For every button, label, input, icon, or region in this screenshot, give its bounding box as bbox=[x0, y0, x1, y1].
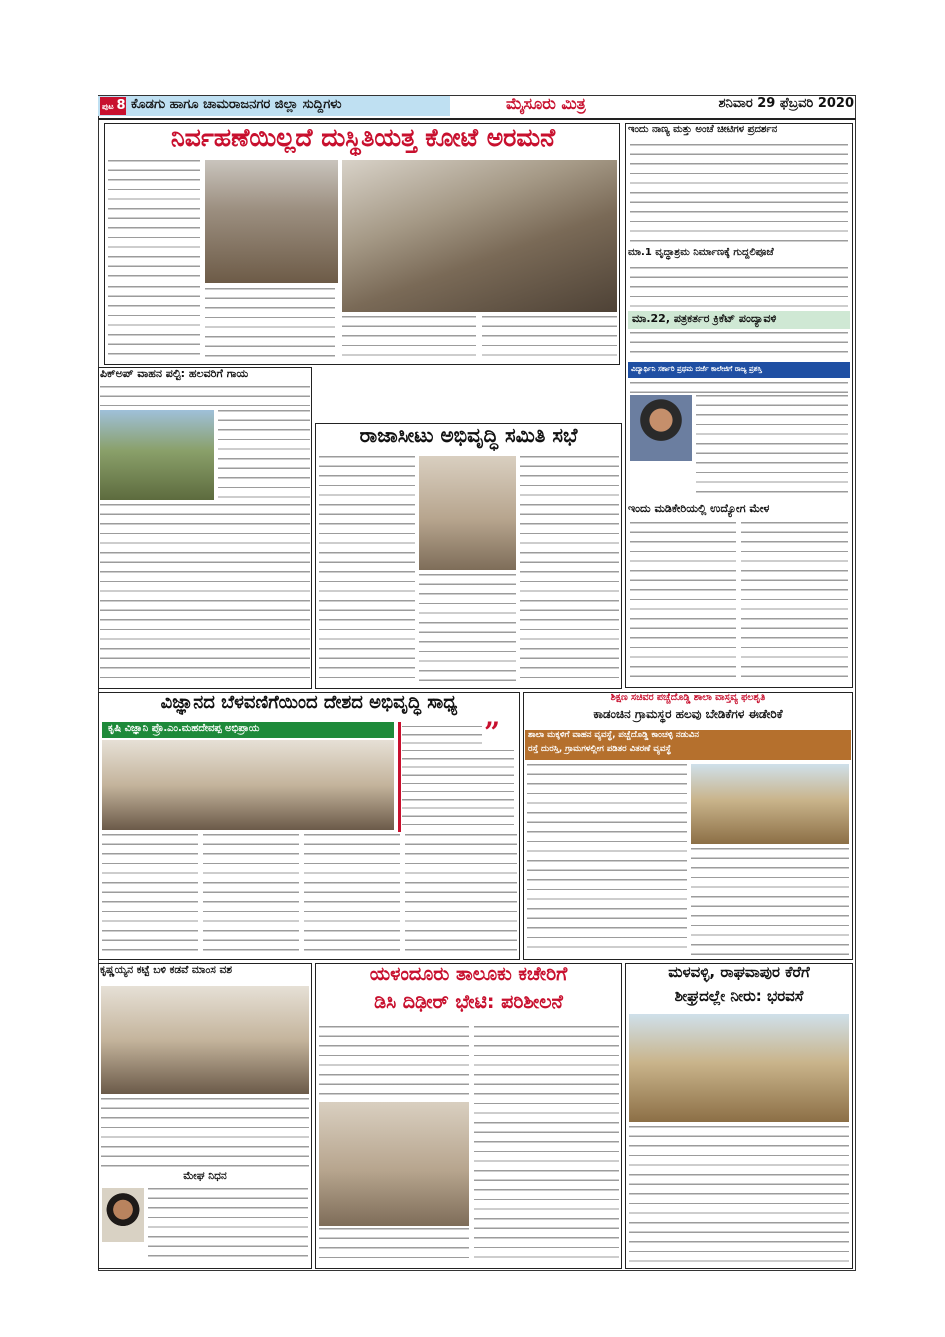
science-headline: ವಿಜ್ಞಾನದ ಬೆಳವಣಿಗೆಯಿಂದ ದೇಶದ ಅಭಿವೃದ್ಧಿ ಸಾಧ್ಯ bbox=[160, 693, 458, 713]
vehicle-text-bottom bbox=[100, 504, 310, 684]
school-photo bbox=[691, 764, 849, 844]
section-title: ಕೊಡಗು ಹಾಗೂ ಚಾಮರಾಜನಗರ ಜಿಲ್ಲಾ ಸುದ್ದಿಗಳು bbox=[131, 98, 342, 112]
school-subhead: ಶಾಲಾ ಮಕ್ಕಳಿಗೆ ವಾಹನ ವ್ಯವಸ್ಥೆ, ಪಚ್ಚೆದೊಡ್ಡಿ ಕಾಂಚಳ್ಳಿ ನಡುವಿನ bbox=[528, 731, 699, 740]
obituary-text bbox=[148, 1188, 308, 1264]
exhibition-headline: ಇಂದು ನಾಣ್ಯ ಮತ್ತು ಅಂಚೆ ಚೀಟಿಗಳ ಪ್ರದರ್ಶನ bbox=[628, 124, 778, 135]
school-text-col-2 bbox=[691, 848, 849, 956]
yelandur-photo bbox=[319, 1102, 469, 1226]
cricket-text bbox=[630, 332, 848, 360]
jobfair-headline: ಇಂದು ಮಡಿಕೇರಿಯಲ್ಲಿ ಉದ್ಯೋಗ ಮೇಳ bbox=[628, 503, 770, 515]
rajaseetu-text-col-1 bbox=[319, 456, 415, 686]
dateline: ಶನಿವಾರ 29 ಫೆಬ್ರವರಿ 2020 bbox=[718, 97, 854, 111]
palace-photo-1 bbox=[205, 160, 338, 283]
student-photo bbox=[630, 395, 692, 461]
meat-photo bbox=[101, 986, 309, 1094]
masthead-rule bbox=[98, 118, 856, 120]
science-photo bbox=[102, 740, 394, 830]
vehicle-text-top bbox=[100, 386, 310, 406]
rajaseetu-photo bbox=[419, 456, 516, 570]
science-text-col-4 bbox=[405, 834, 517, 956]
meat-text bbox=[101, 1098, 309, 1168]
yelandur-text-col-2 bbox=[319, 1228, 469, 1266]
page-number-badge bbox=[100, 97, 126, 115]
obituary-headline: ಮೇಘ ನಿಧನ bbox=[183, 1170, 227, 1182]
paper-name: ಮೈಸೂರು ಮಿತ್ರ bbox=[506, 95, 586, 113]
malavalli-headline: ಮಳವಳ್ಳಿ, ರಾಘವಾಪುರ ಕೆರೆಗೆ bbox=[668, 964, 810, 981]
oldage-text bbox=[630, 267, 848, 309]
vehicle-text-side bbox=[218, 410, 310, 498]
palace-text-col-1 bbox=[108, 160, 200, 280]
malavalli-headline-2: ಶೀಘ್ರದಲ್ಲೇ ನೀರು: ಭರವಸೆ bbox=[674, 988, 804, 1005]
exhibition-text bbox=[630, 144, 848, 244]
school-kicker: ಶಿಕ್ಷಣ ಸಚಿವರ ಪಚ್ಚೆದೊಡ್ಡಿ ಶಾಲಾ ವಾಸ್ತವ್ಯ ಫಲಶೃತಿ bbox=[610, 693, 766, 703]
malavalli-photo bbox=[629, 1014, 849, 1122]
palace-text-col-2 bbox=[108, 286, 200, 362]
science-quote-text-2 bbox=[402, 750, 514, 828]
vehicle-photo bbox=[100, 410, 214, 500]
jobfair-text-col-1 bbox=[630, 522, 736, 684]
science-text-col-2 bbox=[203, 834, 299, 956]
palace-photo-2 bbox=[342, 160, 617, 312]
school-text-col-1 bbox=[527, 764, 687, 956]
oldage-headline: ಮಾ.1 ವೃದ್ಧಾಶ್ರಮ ನಿರ್ಮಾಣಕ್ಕೆ ಗುದ್ದಲಿಪೂಜೆ bbox=[628, 247, 774, 258]
yelandur-text-col-1 bbox=[319, 1026, 469, 1100]
yelandur-text-col-3 bbox=[474, 1026, 619, 1266]
page-number: 8 bbox=[116, 98, 126, 113]
student-text-2 bbox=[696, 395, 848, 499]
quote-mark-icon: ” bbox=[484, 716, 501, 749]
malavalli-text bbox=[629, 1126, 849, 1266]
yelandur-headline: ಯಳಂದೂರು ತಾಲೂಕು ಕಚೇರಿಗೆ bbox=[369, 964, 568, 985]
yelandur-headline-2: ಡಿಸಿ ದಿಢೀರ್ ಭೇಟಿ: ಪರಿಶೀಲನೆ bbox=[374, 992, 563, 1013]
school-subhead-2: ರಸ್ತೆ ದುರಸ್ತಿ, ಗ್ರಾಮಗಳಲ್ಲೀಗ ಪಡಿತರ ವಿತರಣೆ ವ್ಯವಸ್ಥೆ bbox=[528, 745, 672, 754]
rajaseetu-headline: ರಾಜಾಸೀಟು ಅಭಿವೃದ್ಧಿ ಸಮಿತಿ ಸಭೆ bbox=[359, 424, 578, 447]
science-quote-text-1 bbox=[402, 726, 482, 748]
palace-text-col-3 bbox=[205, 288, 335, 362]
school-headline: ಕಾಡಂಚಿನ ಗ್ರಾಮಸ್ಥರ ಹಲವು ಬೇಡಿಕೆಗಳ ಈಡೇರಿಕೆ bbox=[593, 708, 783, 721]
jobfair-text-col-2 bbox=[741, 522, 848, 684]
meat-headline: ಕೃಷ್ಣಯ್ಯನ ಕಟ್ಟೆ ಬಳಿ ಕಡವೆ ಮಾಂಸ ವಶ bbox=[100, 964, 232, 976]
palace-text-col-4 bbox=[342, 316, 476, 362]
palace-text-col-5 bbox=[482, 316, 617, 362]
science-text-col-1 bbox=[102, 834, 198, 956]
science-text-col-3 bbox=[304, 834, 400, 956]
student-headline: ವಿದ್ಯಾರ್ಥಿನಿ ಸರ್ಕಾರಿ ಪ್ರಥಮ ದರ್ಜೆ ಕಾಲೇಜಿಗೆ ರಾಜ್ಯ ಪ್ರಶಸ್ತಿ bbox=[628, 362, 850, 378]
rajaseetu-text-col-3 bbox=[520, 456, 619, 686]
page-label: ಪುಟ bbox=[102, 102, 114, 111]
vehicle-headline: ಪಿಕ್ಅಪ್ ವಾಹನ ಪಲ್ಟಿ: ಹಲವರಿಗೆ ಗಾಯ bbox=[100, 368, 249, 380]
student-text-1 bbox=[630, 382, 848, 394]
cricket-headline: ಮಾ.22, ಪತ್ರಕರ್ತರ ಕ್ರಿಕೆಟ್ ಪಂದ್ಯಾವಳಿ bbox=[628, 311, 850, 329]
palace-headline: ನಿರ್ವಹಣೆಯಿಲ್ಲದೆ ದುಸ್ಥಿತಿಯತ್ತ ಕೋಟೆ ಅರಮನೆ bbox=[170, 124, 556, 152]
obituary-photo bbox=[102, 1188, 144, 1242]
rajaseetu-text-col-2 bbox=[419, 574, 516, 686]
science-subhead: ಕೃಷಿ ವಿಜ್ಞಾನಿ ಪ್ರೊ.ಎಂ.ಮಹದೇವಪ್ಪ ಅಭಿಪ್ರಾಯ bbox=[102, 722, 394, 738]
